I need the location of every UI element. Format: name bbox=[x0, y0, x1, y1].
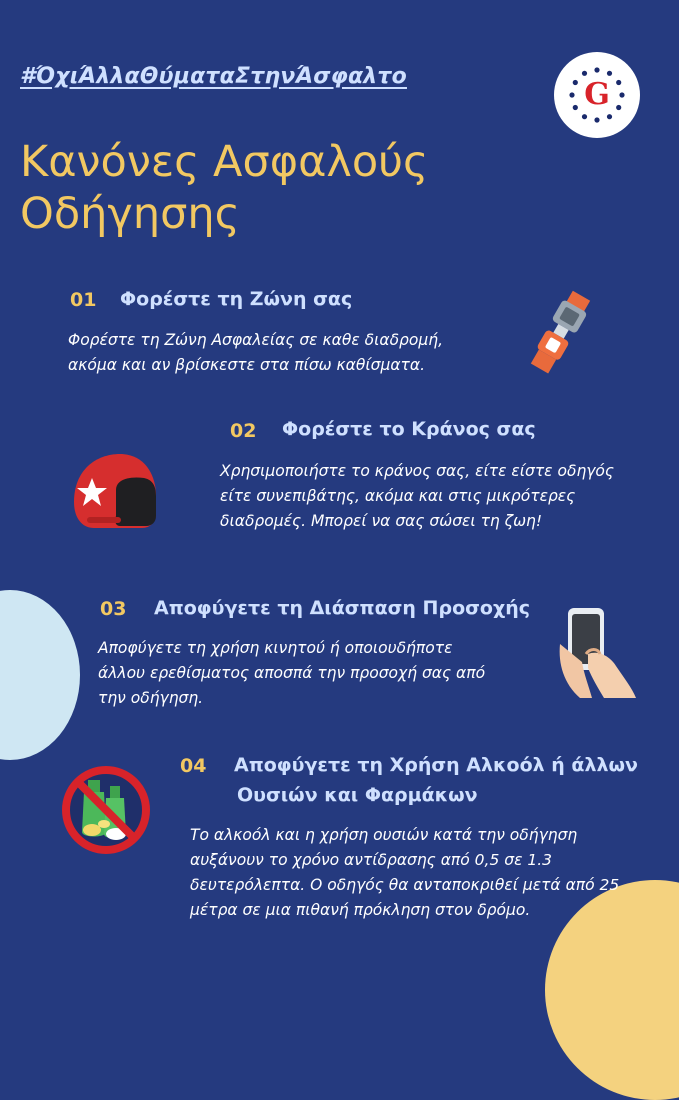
rule-1-text-line: ακόμα και αν βρίσκεστε στα πίσω καθίσματα. bbox=[68, 356, 426, 374]
rule-3-text-line: την οδήγηση. bbox=[98, 689, 204, 707]
rule-4-text bbox=[190, 823, 619, 923]
helmet-icon bbox=[68, 450, 160, 532]
rule-3-text-line: Αποφύγετε τη χρήση κινητού ή οποιουδήποτε bbox=[98, 639, 453, 657]
rule-4-text-line: μέτρα σε μια πιθανή πρόκληση στον δρόμο. bbox=[190, 901, 531, 919]
rule-3-heading: Αποφύγετε τη Διάσπαση Προσοχής bbox=[154, 597, 531, 619]
decorative-circle-left bbox=[0, 590, 80, 760]
rule-3-text-line: άλλου ερεθίσματος αποσπά την προσοχή σας από bbox=[98, 664, 486, 682]
rule-4-heading bbox=[234, 750, 638, 810]
rule-2-text bbox=[220, 459, 614, 534]
rule-4-heading-line: Ουσιών και Φαρμάκων bbox=[237, 784, 478, 806]
rule-3-number: 03 bbox=[100, 598, 127, 620]
hashtag-link[interactable]: #ΌχιΆλλαΘύματαΣτηνΆσφαλτο bbox=[20, 64, 407, 89]
rule-2-text-line: είτε συνεπιβάτης, ακόμα και στις μικρότερες bbox=[220, 487, 576, 505]
rule-4-text-line: δευτερόλεπτα. Ο οδηγός θα ανταποκριθεί μετά από 25 bbox=[190, 876, 620, 894]
page-title-line-1: Κανόνες Ασφαλούς bbox=[20, 137, 429, 187]
seatbelt-icon bbox=[520, 288, 600, 378]
rule-4-text-line: Το αλκοόλ και η χρήση ουσιών κατά την οδήγηση bbox=[190, 826, 578, 844]
rule-1-text-line: Φορέστε τη Ζώνη Ασφαλείας σε καθε διαδρομή, bbox=[68, 331, 443, 349]
rule-1-heading: Φορέστε τη Ζώνη σας bbox=[120, 288, 353, 310]
page-title-line-2: Οδήγησης bbox=[20, 189, 240, 239]
rule-1-number: 01 bbox=[70, 289, 97, 311]
rule-2-text-line: διαδρομές. Μπορεί να σας σώσει τη ζωη! bbox=[220, 512, 543, 530]
rule-2-number: 02 bbox=[230, 420, 257, 442]
rule-4-heading-line: Αποφύγετε τη Χρήση Αλκοόλ ή άλλων bbox=[234, 754, 638, 776]
no-alcohol-pills-icon bbox=[58, 762, 154, 858]
rule-1-text bbox=[68, 328, 443, 378]
logo-letter: G bbox=[584, 77, 610, 112]
brand-logo bbox=[554, 52, 640, 138]
rule-2-text-line: Χρησιμοποιήστε το κράνος σας, είτε είστε οδηγός bbox=[220, 462, 615, 480]
phone-in-hands-icon bbox=[558, 604, 638, 700]
rule-4-number: 04 bbox=[180, 755, 207, 777]
rule-4-text-line: αυξάνουν το χρόνο αντίδρασης από 0,5 σε 1.3 bbox=[190, 851, 553, 869]
page-title bbox=[20, 136, 428, 240]
rule-2-heading: Φορέστε το Κράνος σας bbox=[282, 418, 536, 440]
rule-3-text bbox=[98, 636, 485, 711]
